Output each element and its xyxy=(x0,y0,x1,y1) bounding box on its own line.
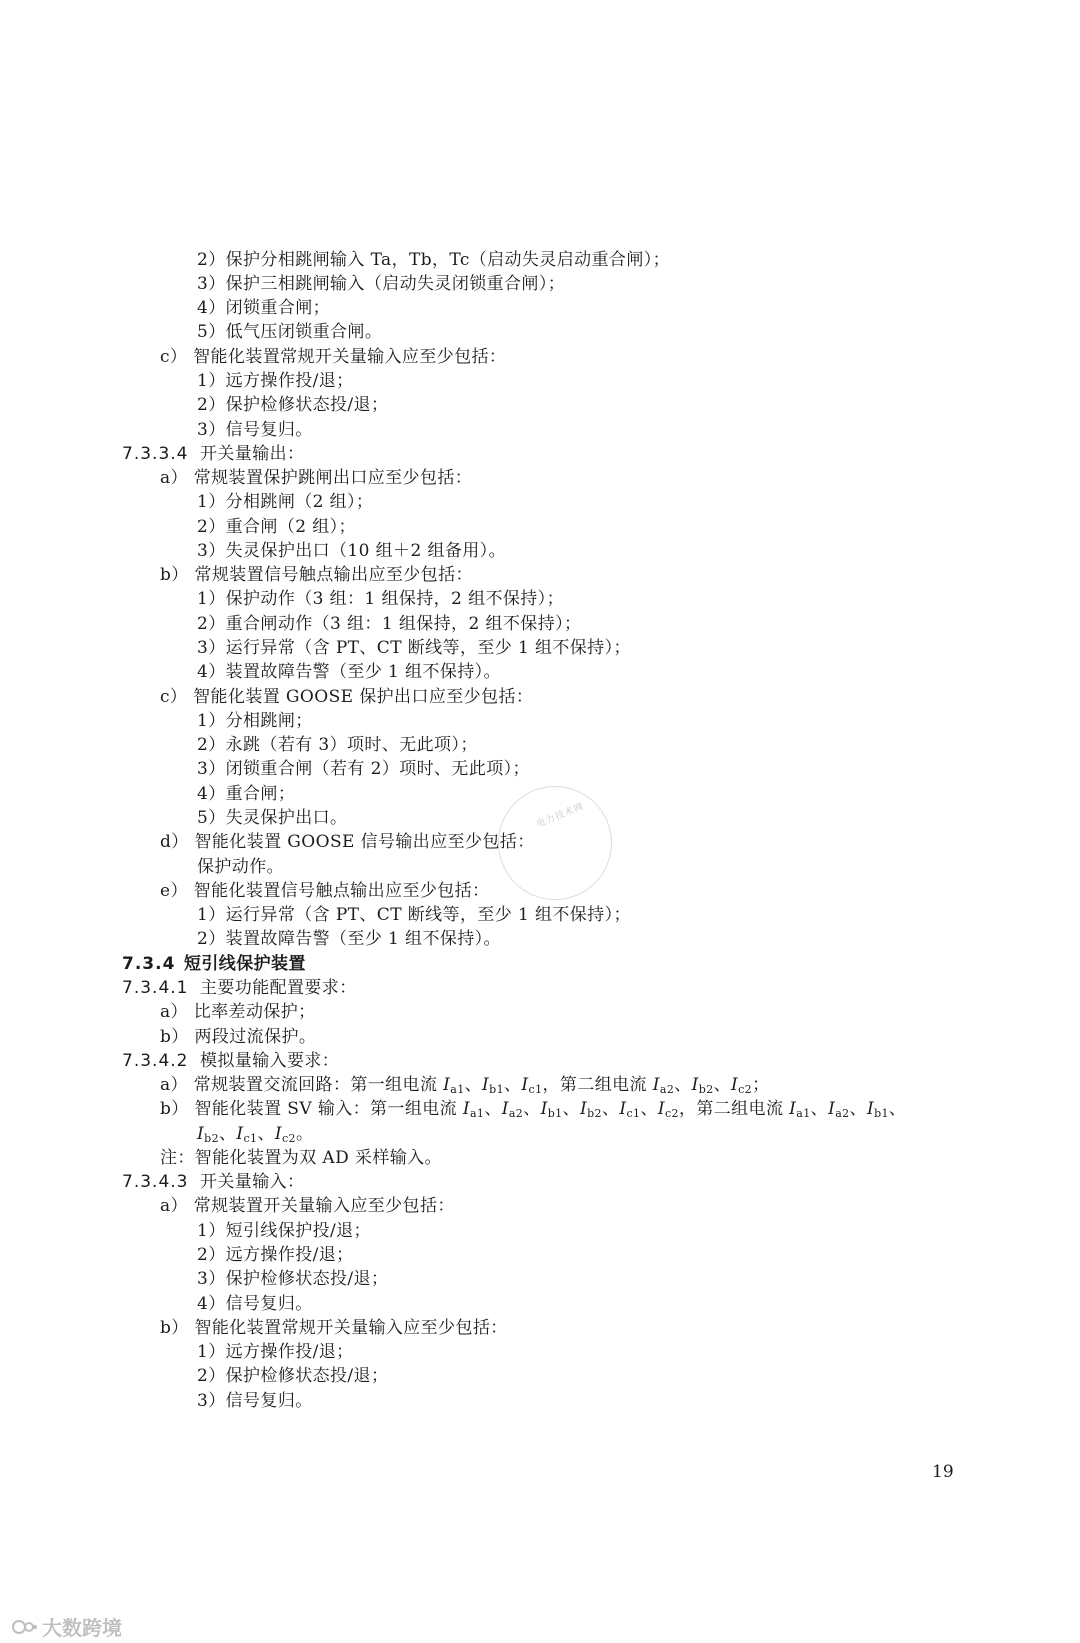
list-item: 4）信号复归。 xyxy=(197,1294,313,1314)
section-number: 7.3.4.3 xyxy=(122,1172,189,1192)
list-item: 1）短引线保护投/退； xyxy=(197,1221,371,1241)
list-item: a） 常规装置开关量输入应至少包括： xyxy=(160,1196,455,1216)
analog-input-line-a: a） 常规装置交流回路：第一组电流 $I_{a1}$、$I_{b1}$、$I_{c1}$，第二组电流 $I_{a2}$、$I_{b2}$、$I_{c2}$； xyxy=(160,1075,770,1096)
list-item: 2）重合闸（2 组）； xyxy=(197,517,356,537)
section-number: 7.3.4 xyxy=(122,954,176,974)
section-title: 主要功能配置要求： xyxy=(200,978,357,998)
analog-input-line-b: b） 智能化装置 SV 输入：第一组电流 $I_{a1}$、$I_{a2}$、$I_{b1}$、$I_{b2}$、$I_{c1}$、$I_{c2}$，第二组电流 $I_{a1}$、$I_{a2}$、$I_{b1}$、 xyxy=(160,1099,907,1120)
list-item: 3）信号复归。 xyxy=(197,1391,313,1411)
list-item: 5）失灵保护出口。 xyxy=(197,808,348,828)
watermark xyxy=(12,1612,122,1641)
section-title: 开关量输出： xyxy=(200,444,305,464)
list-item: a） 比率差动保护； xyxy=(160,1002,316,1022)
list-item: 1）分相跳闸（2 组）； xyxy=(197,492,374,512)
list-item: 3）运行异常（含 PT、CT 断线等，至少 1 组不保持）； xyxy=(197,638,631,658)
list-item: e） 智能化装置信号触点输出应至少包括： xyxy=(160,881,490,901)
list-item: 2）保护检修状态投/退； xyxy=(197,1366,389,1386)
list-item: 2）永跳（若有 3）项时、无此项）； xyxy=(197,735,478,755)
section-title: 开关量输入： xyxy=(200,1172,305,1192)
list-item: 3）失灵保护出口（10 组＋2 组备用）。 xyxy=(197,541,506,561)
list-item: 2）保护分相跳闸输入 Ta，Tb，Tc（启动失灵启动重合闸）； xyxy=(197,250,671,270)
watermark-text: 大数跨境 xyxy=(42,1616,122,1640)
section-title: 模拟量输入要求： xyxy=(200,1051,340,1071)
list-item: b） 常规装置信号触点输出应至少包括： xyxy=(160,565,473,585)
list-item: 2）远方操作投/退； xyxy=(197,1245,354,1265)
section-number: 7.3.3.4 xyxy=(122,444,189,464)
section-heading-7-3-3-4 xyxy=(122,442,304,466)
list-item: b） 两段过流保护。 xyxy=(160,1027,317,1047)
list-item: 3）保护检修状态投/退； xyxy=(197,1269,389,1289)
list-item: 4）装置故障告警（至少 1 组不保持）。 xyxy=(197,662,501,682)
list-item: 1）分相跳闸； xyxy=(197,711,313,731)
section-heading-7-3-4-1 xyxy=(122,976,357,1000)
list-item: b） 智能化装置常规开关量输入应至少包括： xyxy=(160,1318,508,1338)
section-heading-7-3-4-2 xyxy=(122,1049,339,1073)
list-item: 3）保护三相跳闸输入（启动失灵闭锁重合闸）； xyxy=(197,274,566,294)
section-heading-7-3-4 xyxy=(122,952,306,976)
list-item: 2）重合闸动作（3 组：1 组保持，2 组不保持）； xyxy=(197,614,582,634)
section-number: 7.3.4.2 xyxy=(122,1051,189,1071)
list-item: c） 智能化装置 GOOSE 保护出口应至少包括： xyxy=(160,687,534,707)
list-item: 2）装置故障告警（至少 1 组不保持）。 xyxy=(197,929,501,949)
list-item: 1）运行异常（含 PT、CT 断线等，至少 1 组不保持）； xyxy=(197,905,631,925)
list-item: 1）保护动作（3 组：1 组保持，2 组不保持）； xyxy=(197,589,564,609)
section-heading-7-3-4-3 xyxy=(122,1170,304,1194)
section-title: 短引线保护装置 xyxy=(184,954,306,974)
list-item: 4）重合闸； xyxy=(197,784,296,804)
list-item: 5）低气压闭锁重合闸。 xyxy=(197,322,383,342)
list-item: c） 智能化装置常规开关量输入应至少包括： xyxy=(160,347,507,367)
note: 注：智能化装置为双 AD 采样输入。 xyxy=(160,1148,442,1168)
list-item: 1）远方操作投/退； xyxy=(197,1342,354,1362)
list-item: a） 常规装置保护跳闸出口应至少包括： xyxy=(160,468,473,488)
list-item: d） 智能化装置 GOOSE 信号输出应至少包括： xyxy=(160,832,535,852)
section-number: 7.3.4.1 xyxy=(122,978,189,998)
seal-text: 电力技术网 xyxy=(535,801,586,830)
list-item: 4）闭锁重合闸； xyxy=(197,298,331,318)
analog-input-line-b-cont: $I_{b2}$、$I_{c1}$、$I_{c2}$。 xyxy=(197,1124,314,1145)
list-item: 3）信号复归。 xyxy=(197,420,313,440)
list-item: 2）保护检修状态投/退； xyxy=(197,395,389,415)
page-number: 19 xyxy=(932,1462,954,1482)
list-item: 3）闭锁重合闸（若有 2）项时、无此项）； xyxy=(197,759,530,779)
list-item: 1）远方操作投/退； xyxy=(197,371,354,391)
watermark-logo-icon xyxy=(12,1617,38,1637)
list-item: 保护动作。 xyxy=(197,857,284,877)
